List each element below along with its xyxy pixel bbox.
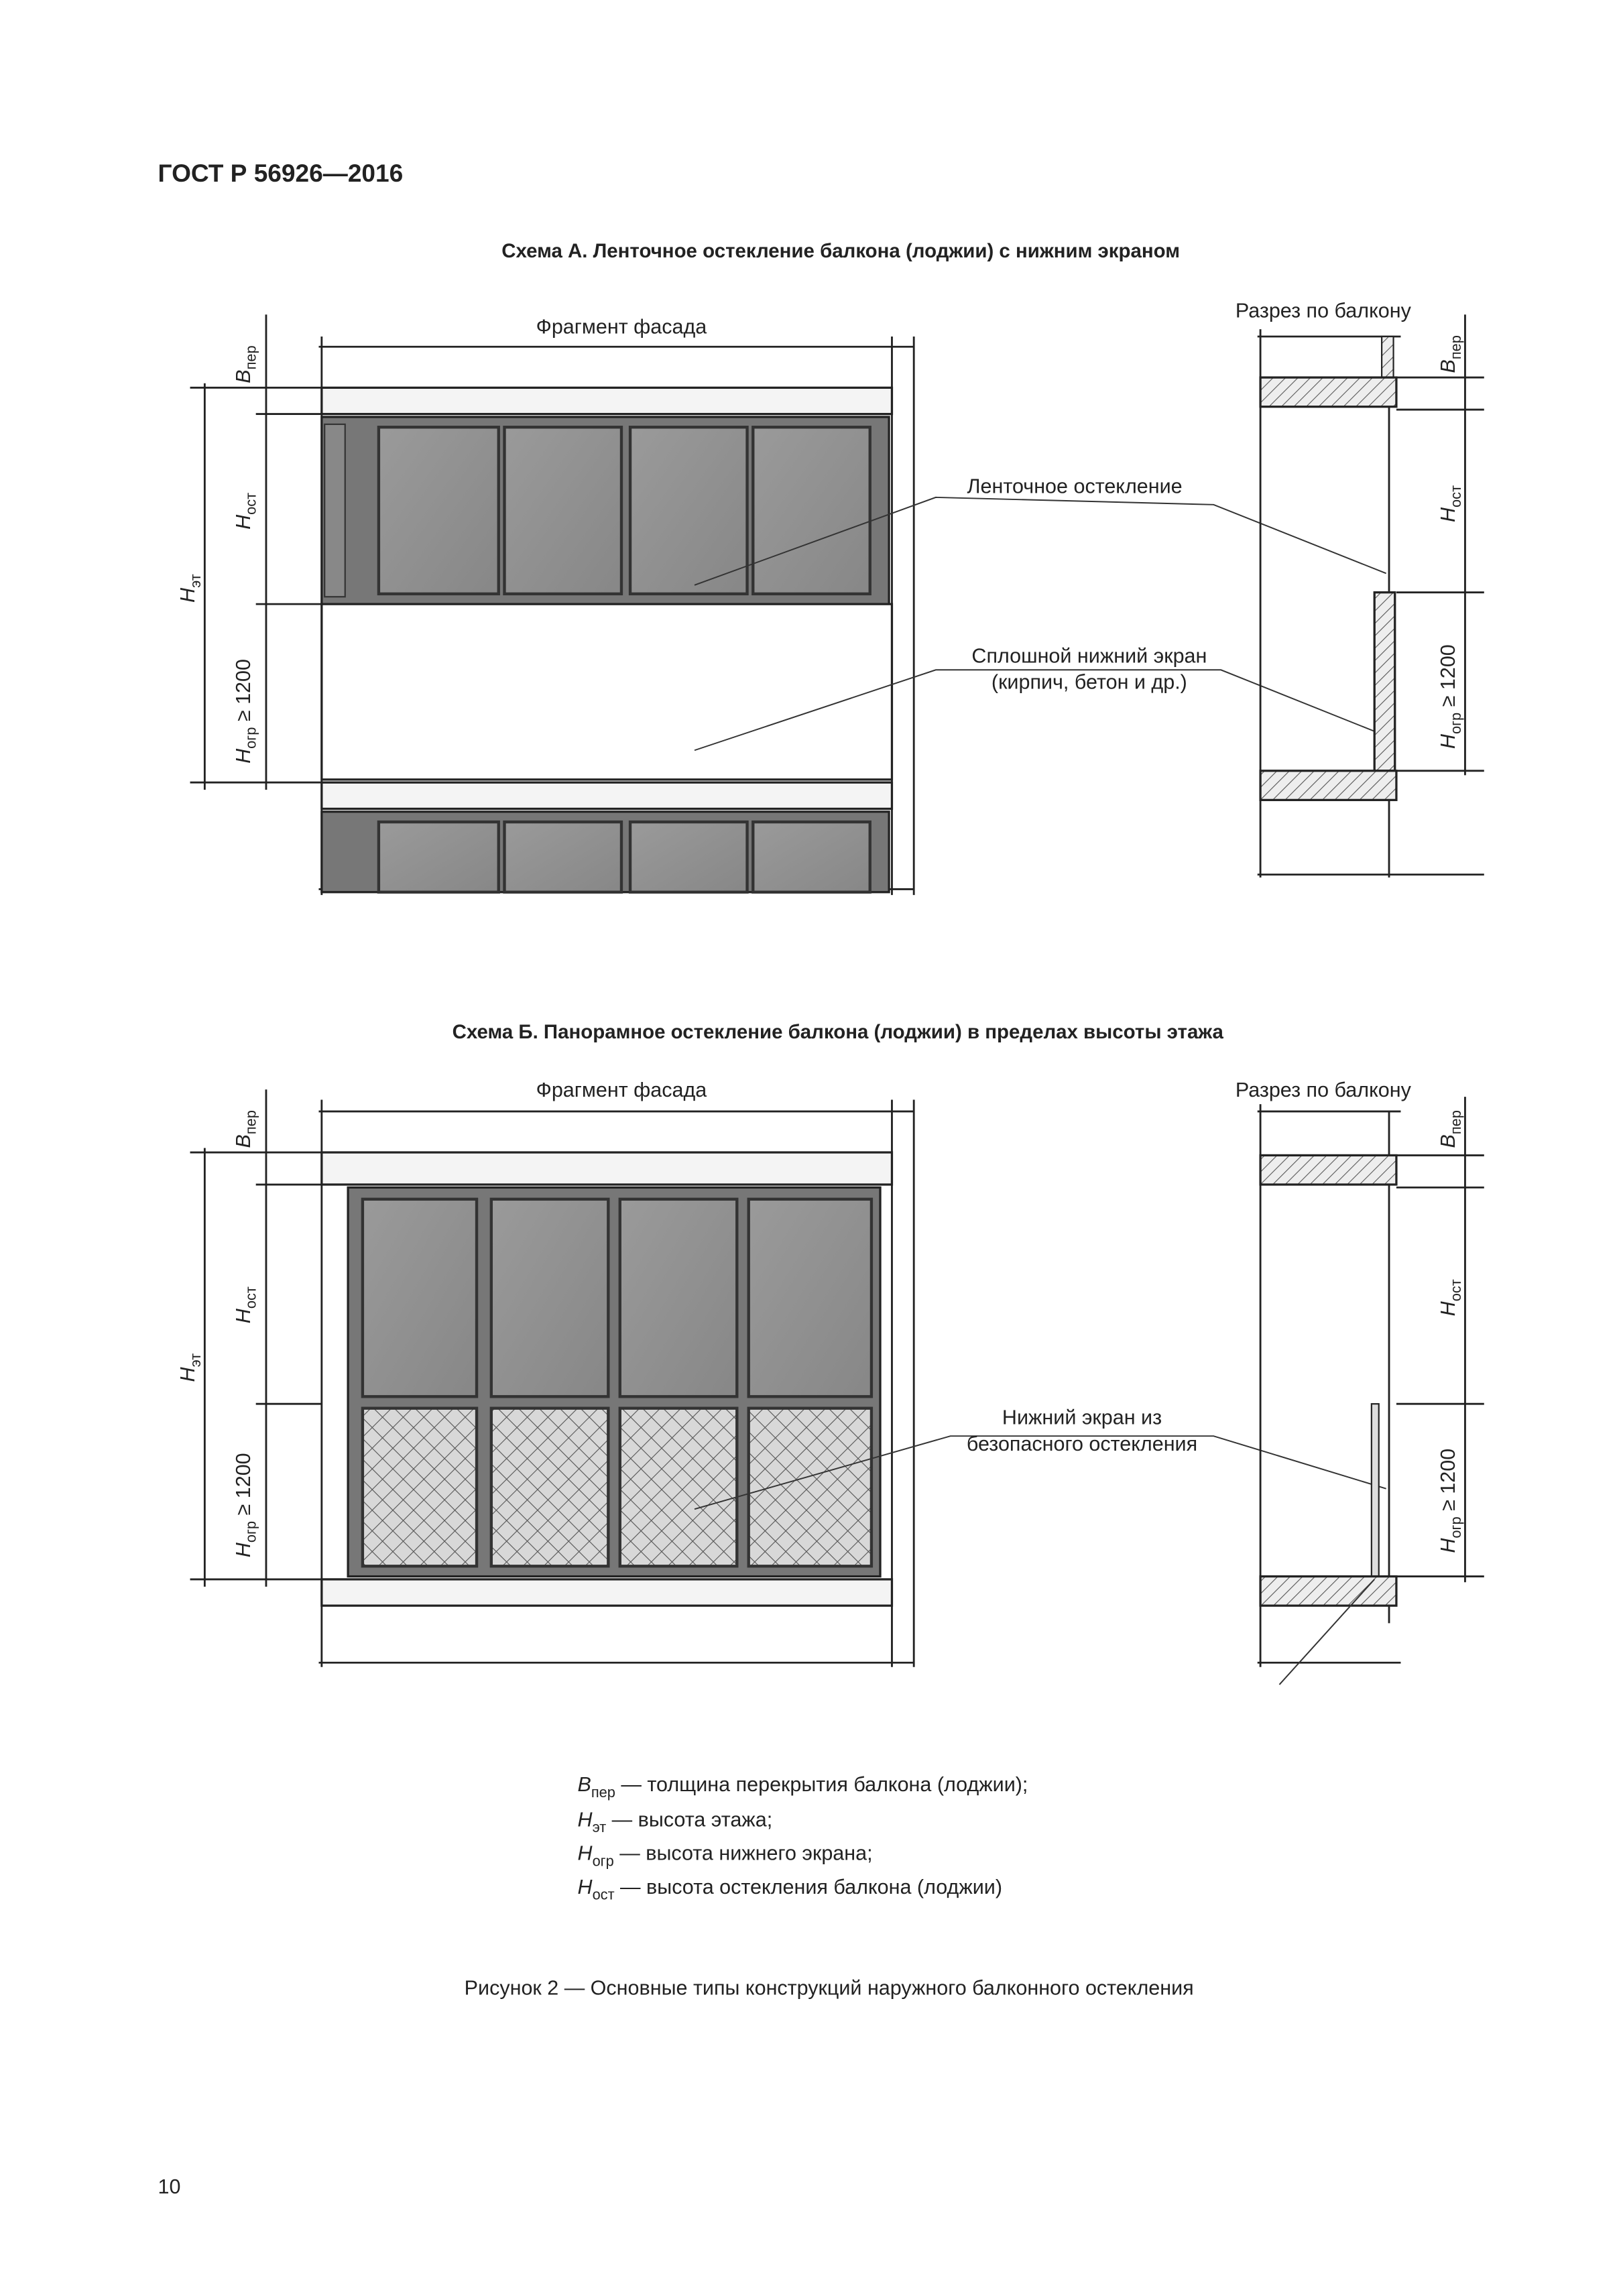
legend-item: $H_{эт}$ — высота этажа;: [577, 1808, 773, 1836]
section-dim-h-ogr: $H_{огр} \ge 1200$: [1437, 644, 1464, 749]
section-label: Разрез по балкону: [1235, 1079, 1411, 1102]
dim-h-et: $H_{эт}$: [176, 574, 204, 603]
section-dim-h-ost: $H_{ост}$: [1437, 485, 1464, 522]
section-dim-b-per: $B_{пер}$: [1437, 335, 1464, 373]
facade-label: Фрагмент фасада: [536, 315, 707, 339]
callout-ribbon-glazing: Ленточное остекление: [967, 475, 1183, 498]
dim-h-ogr: $H_{огр} \ge 1200$: [231, 1453, 259, 1558]
legend-item: $B_{пер}$ — толщина перекрытия балкона (лоджии);: [577, 1773, 1028, 1801]
section-label: Разрез по балкону: [1235, 299, 1411, 322]
callout-screen-line1: Сплошной нижний экран: [971, 644, 1207, 668]
scheme-a-title: Схема А. Ленточное остекление балкона (лоджии) с нижним экраном: [501, 240, 1181, 263]
figure-caption: Рисунок 2 — Основные типы конструкций наружного балконного остекления: [464, 1976, 1194, 2000]
section-dim-h-ost: $H_{ост}$: [1437, 1279, 1464, 1317]
legend-item: $H_{огр}$ — высота нижнего экрана;: [577, 1841, 873, 1870]
callout-safety-screen-line1: Нижний экран из: [1002, 1406, 1162, 1429]
scheme-b-title: Схема Б. Панорамное остекление балкона (лоджии) в пределах высоты этажа: [452, 1020, 1223, 1043]
page-number: 10: [158, 2175, 181, 2198]
facade-drawing-b: [190, 1089, 1386, 1667]
dim-h-ost: $H_{ост}$: [231, 492, 259, 530]
section-dim-h-ogr: $H_{огр} \ge 1200$: [1437, 1448, 1464, 1553]
dim-b-per: $B_{пер}$: [231, 345, 259, 383]
dim-h-ogr: $H_{огр} \ge 1200$: [231, 659, 259, 764]
legend: [578, 1773, 1028, 1902]
scheme-b: [176, 1021, 1484, 1685]
facade-label: Фрагмент фасада: [536, 1079, 707, 1102]
facade-drawing-a: [190, 314, 1386, 895]
dim-h-et: $H_{эт}$: [176, 1353, 204, 1382]
section-drawing-a: [1258, 314, 1484, 878]
legend-item: $H_{ост}$ — высота остекления балкона (лоджии): [577, 1875, 1003, 1903]
dim-h-ost: $H_{ост}$: [231, 1286, 259, 1324]
document-code: ГОСТ Р 56926—2016: [158, 158, 404, 187]
section-drawing-b: [1258, 1097, 1484, 1685]
callout-safety-screen-line2: безопасного остекления: [966, 1432, 1198, 1455]
callout-screen-line2: (кирпич, бетон и др.): [991, 670, 1187, 694]
scheme-a: [176, 240, 1484, 895]
dim-b-per: $B_{пер}$: [231, 1110, 259, 1148]
section-dim-b-per: $B_{пер}$: [1437, 1110, 1464, 1148]
